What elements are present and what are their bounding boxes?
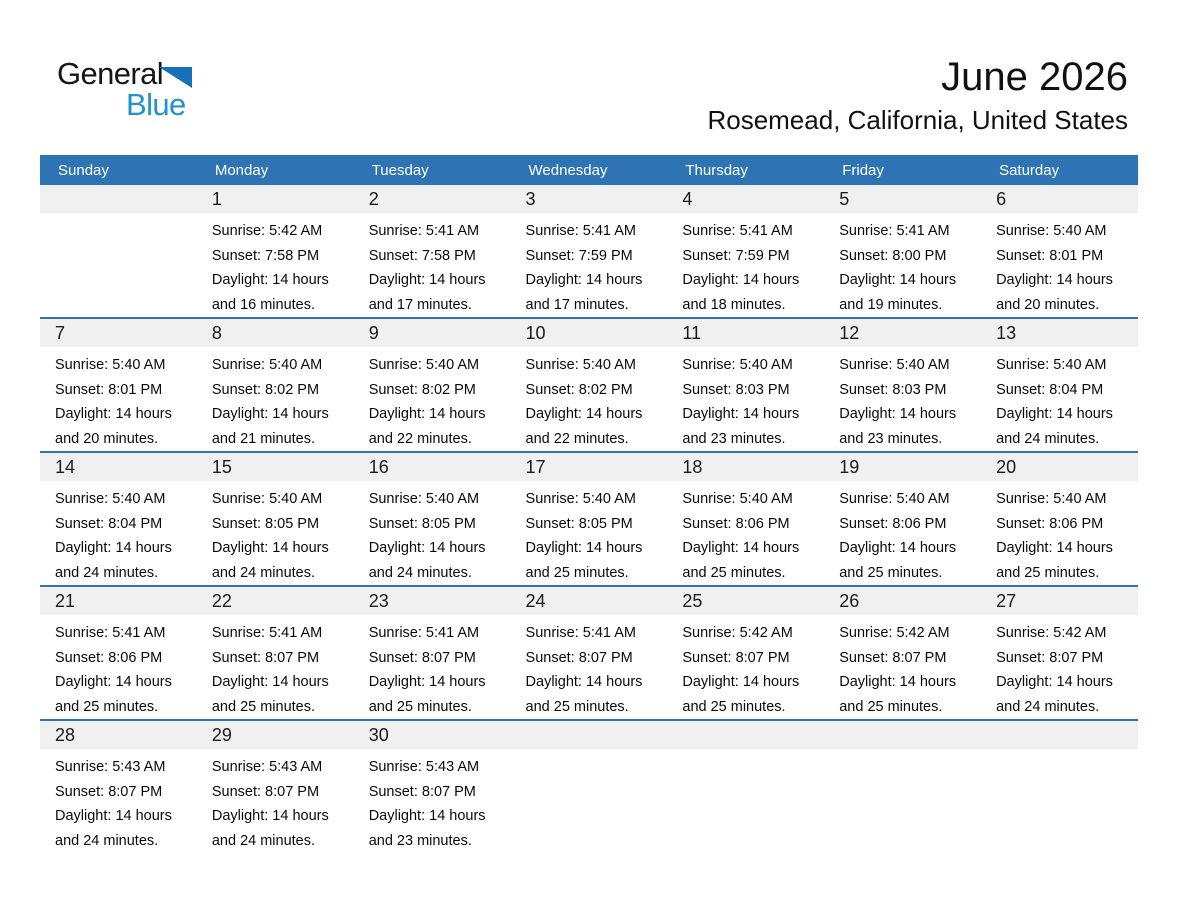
- weekday-header-saturday: Saturday: [981, 155, 1138, 185]
- day-detail-line: and 25 minutes.: [368, 698, 472, 715]
- day-number-strip: [354, 721, 511, 749]
- day-detail-line: and 24 minutes.: [55, 564, 159, 581]
- day-number-strip: [667, 319, 824, 347]
- day-details: [354, 347, 511, 451]
- day-detail-line: and 24 minutes.: [55, 832, 159, 849]
- day-detail-line: Sunset: 8:07 PM: [211, 649, 320, 666]
- day-detail-line: Daylight: 14 hours: [996, 674, 1113, 690]
- day-detail-line: and 25 minutes.: [682, 564, 786, 581]
- day-cell: [354, 586, 511, 720]
- day-number: 18: [682, 457, 703, 477]
- day-detail-line: and 25 minutes.: [839, 564, 943, 581]
- day-details: [40, 749, 197, 853]
- day-details: [511, 213, 668, 317]
- day-cell: [824, 318, 981, 452]
- week-row: [40, 452, 1138, 586]
- day-number: 11: [682, 323, 702, 343]
- day-number-strip: [40, 319, 197, 347]
- day-detail-line: Daylight: 14 hours: [525, 272, 643, 288]
- day-number: 14: [55, 457, 76, 477]
- day-number: 25: [682, 591, 703, 611]
- day-number: 15: [211, 457, 232, 477]
- day-cell: [354, 318, 511, 452]
- day-detail-line: Sunset: 8:01 PM: [996, 247, 1104, 264]
- day-details: [667, 213, 824, 317]
- day-detail-line: Sunset: 7:58 PM: [211, 247, 320, 264]
- day-detail-line: Daylight: 14 hours: [55, 808, 172, 824]
- day-number-strip: [981, 185, 1138, 213]
- day-detail-line: Sunset: 8:07 PM: [211, 783, 320, 800]
- day-detail-line: Daylight: 14 hours: [368, 808, 486, 824]
- logo-text-general: General: [57, 56, 164, 91]
- day-details: [824, 481, 981, 585]
- day-detail-line: Sunrise: 5:40 AM: [211, 491, 323, 507]
- day-cell: [197, 452, 354, 586]
- empty-day-cell: [824, 720, 981, 853]
- day-detail-line: Sunrise: 5:41 AM: [839, 223, 950, 239]
- day-detail-line: and 18 minutes.: [682, 296, 786, 313]
- day-detail-line: and 24 minutes.: [211, 832, 316, 849]
- day-detail-line: Sunrise: 5:42 AM: [996, 625, 1107, 641]
- day-details: [981, 481, 1138, 585]
- day-details: [981, 615, 1138, 719]
- day-detail-line: Daylight: 14 hours: [368, 674, 486, 690]
- day-details: [40, 481, 197, 585]
- page-header: [0, 0, 1188, 155]
- day-details: [667, 347, 824, 451]
- day-number-strip: [354, 587, 511, 615]
- day-number-strip: [824, 721, 981, 749]
- day-number: 12: [839, 323, 860, 343]
- calendar-body: [40, 185, 1138, 853]
- weekday-header-row: [40, 155, 1138, 185]
- day-detail-line: Sunset: 7:59 PM: [682, 247, 790, 264]
- day-number-strip: [667, 587, 824, 615]
- day-detail-line: Daylight: 14 hours: [839, 674, 957, 690]
- day-detail-line: Daylight: 14 hours: [682, 406, 800, 422]
- day-detail-line: and 25 minutes.: [211, 698, 316, 715]
- day-cell: [981, 318, 1138, 452]
- weekday-header-monday: Monday: [197, 155, 354, 185]
- day-detail-line: Daylight: 14 hours: [368, 406, 486, 422]
- week-row: [40, 318, 1138, 452]
- day-detail-line: Sunrise: 5:42 AM: [839, 625, 950, 641]
- day-detail-line: Sunset: 8:07 PM: [55, 783, 163, 800]
- day-detail-line: Sunset: 8:04 PM: [996, 381, 1104, 398]
- day-details: [981, 347, 1138, 451]
- day-detail-line: and 24 minutes.: [996, 430, 1100, 447]
- day-number-strip: [511, 319, 668, 347]
- day-cell: [667, 452, 824, 586]
- day-detail-line: Sunrise: 5:41 AM: [525, 625, 636, 641]
- day-details: [197, 481, 354, 585]
- weekday-header-wednesday: Wednesday: [511, 155, 668, 185]
- day-detail-line: Sunrise: 5:40 AM: [996, 357, 1107, 373]
- day-detail-line: Daylight: 14 hours: [996, 540, 1113, 556]
- day-detail-line: Daylight: 14 hours: [996, 272, 1113, 288]
- day-detail-line: Sunrise: 5:40 AM: [368, 357, 480, 373]
- day-detail-line: Sunset: 8:05 PM: [368, 515, 476, 532]
- day-cell: [981, 185, 1138, 318]
- calendar-head: [40, 155, 1138, 185]
- day-detail-line: Daylight: 14 hours: [55, 406, 172, 422]
- day-detail-line: and 22 minutes.: [368, 430, 472, 447]
- day-detail-line: Sunset: 8:01 PM: [55, 381, 163, 398]
- day-detail-line: and 25 minutes.: [996, 564, 1100, 581]
- day-detail-line: Sunset: 8:05 PM: [211, 515, 320, 532]
- day-number: 30: [368, 725, 389, 745]
- day-number-strip: [197, 319, 354, 347]
- empty-day-cell: [40, 185, 197, 318]
- day-number: 29: [211, 725, 232, 745]
- day-detail-line: and 24 minutes.: [368, 564, 472, 581]
- day-detail-line: and 19 minutes.: [839, 296, 943, 313]
- day-number: 22: [211, 591, 232, 611]
- day-number: 17: [525, 457, 546, 477]
- day-detail-line: Sunrise: 5:43 AM: [55, 759, 166, 775]
- day-detail-line: Daylight: 14 hours: [211, 406, 329, 422]
- day-detail-line: Sunrise: 5:40 AM: [996, 223, 1107, 239]
- day-detail-line: Daylight: 14 hours: [211, 674, 329, 690]
- day-cell: [40, 586, 197, 720]
- day-number: 5: [839, 189, 850, 209]
- day-detail-line: Daylight: 14 hours: [368, 272, 486, 288]
- day-detail-line: and 25 minutes.: [55, 698, 159, 715]
- day-number: 2: [368, 189, 379, 209]
- day-number-strip: [40, 185, 197, 213]
- day-cell: [354, 185, 511, 318]
- general-blue-logo: [57, 58, 227, 122]
- day-detail-line: Sunset: 8:06 PM: [55, 649, 163, 666]
- day-cell: [511, 452, 668, 586]
- day-detail-line: and 23 minutes.: [839, 430, 943, 447]
- day-number: 27: [996, 591, 1017, 611]
- day-number-strip: [40, 587, 197, 615]
- day-detail-line: Sunrise: 5:40 AM: [839, 491, 950, 507]
- day-detail-line: Daylight: 14 hours: [525, 406, 643, 422]
- day-number: 4: [682, 189, 693, 209]
- empty-day-cell: [511, 720, 668, 853]
- day-details: [197, 213, 354, 317]
- day-number-strip: [40, 721, 197, 749]
- day-number-strip: [667, 453, 824, 481]
- day-number: 1: [211, 189, 222, 209]
- day-number: 19: [839, 457, 860, 477]
- day-detail-line: Sunrise: 5:41 AM: [368, 223, 480, 239]
- day-number: 7: [55, 323, 66, 343]
- empty-day-cell: [981, 720, 1138, 853]
- day-number: 28: [55, 725, 76, 745]
- day-number: 9: [368, 323, 379, 343]
- week-row: [40, 185, 1138, 318]
- day-detail-line: and 23 minutes.: [368, 832, 472, 849]
- day-detail-line: and 20 minutes.: [996, 296, 1100, 313]
- day-cell: [824, 185, 981, 318]
- day-detail-line: Daylight: 14 hours: [525, 674, 643, 690]
- day-detail-line: Daylight: 14 hours: [839, 540, 957, 556]
- day-detail-line: and 22 minutes.: [525, 430, 629, 447]
- day-number-strip: [824, 319, 981, 347]
- day-details: [197, 347, 354, 451]
- logo-triangle-icon: [159, 67, 192, 88]
- day-detail-line: and 17 minutes.: [525, 296, 629, 313]
- day-detail-line: and 17 minutes.: [368, 296, 472, 313]
- day-details: [667, 481, 824, 585]
- day-cell: [981, 452, 1138, 586]
- day-details: [40, 347, 197, 451]
- day-number: 10: [525, 323, 546, 343]
- weekday-header-sunday: Sunday: [40, 155, 197, 185]
- day-detail-line: Sunrise: 5:41 AM: [55, 625, 166, 641]
- day-detail-line: and 25 minutes.: [839, 698, 943, 715]
- day-detail-line: Sunset: 8:02 PM: [525, 381, 633, 398]
- day-detail-line: Daylight: 14 hours: [682, 674, 800, 690]
- day-detail-line: Sunrise: 5:43 AM: [368, 759, 480, 775]
- weekday-header-thursday: Thursday: [667, 155, 824, 185]
- day-details: [824, 213, 981, 317]
- day-number: 3: [525, 189, 536, 209]
- day-number-strip: [981, 319, 1138, 347]
- day-number-strip: [511, 185, 668, 213]
- calendar-table: [40, 155, 1138, 853]
- day-cell: [40, 720, 197, 853]
- day-number-strip: [197, 453, 354, 481]
- empty-day-cell: [667, 720, 824, 853]
- day-detail-line: Sunset: 8:07 PM: [368, 649, 476, 666]
- day-number: 26: [839, 591, 860, 611]
- day-details: [354, 481, 511, 585]
- day-number-strip: [40, 453, 197, 481]
- day-details: [824, 615, 981, 719]
- day-number-strip: [981, 587, 1138, 615]
- day-detail-line: Sunset: 8:07 PM: [368, 783, 476, 800]
- day-cell: [354, 452, 511, 586]
- day-number-strip: [354, 453, 511, 481]
- day-detail-line: Sunset: 7:59 PM: [525, 247, 633, 264]
- day-details: [354, 615, 511, 719]
- day-detail-line: and 24 minutes.: [211, 564, 316, 581]
- day-detail-line: Sunrise: 5:40 AM: [211, 357, 323, 373]
- day-detail-line: Sunrise: 5:40 AM: [525, 357, 636, 373]
- day-detail-line: Daylight: 14 hours: [996, 406, 1113, 422]
- day-cell: [197, 185, 354, 318]
- page-title: June 2026: [941, 55, 1128, 99]
- day-detail-line: and 23 minutes.: [682, 430, 786, 447]
- day-number: 20: [996, 457, 1017, 477]
- day-detail-line: Sunset: 8:05 PM: [525, 515, 633, 532]
- day-cell: [667, 586, 824, 720]
- day-cell: [667, 185, 824, 318]
- day-detail-line: and 21 minutes.: [211, 430, 316, 447]
- day-detail-line: and 20 minutes.: [55, 430, 159, 447]
- day-cell: [511, 185, 668, 318]
- day-detail-line: Daylight: 14 hours: [211, 540, 329, 556]
- day-detail-line: Sunrise: 5:41 AM: [682, 223, 793, 239]
- day-number: 6: [996, 189, 1007, 209]
- day-cell: [40, 452, 197, 586]
- day-number-strip: [354, 319, 511, 347]
- day-detail-line: Daylight: 14 hours: [211, 272, 329, 288]
- day-number-strip: [824, 185, 981, 213]
- day-detail-line: Daylight: 14 hours: [839, 406, 957, 422]
- day-detail-line: Daylight: 14 hours: [682, 540, 800, 556]
- day-number-strip: [667, 721, 824, 749]
- day-number-strip: [824, 453, 981, 481]
- day-cell: [197, 586, 354, 720]
- day-number: 23: [368, 591, 389, 611]
- day-detail-line: Daylight: 14 hours: [368, 540, 486, 556]
- day-detail-line: Sunrise: 5:40 AM: [368, 491, 480, 507]
- day-detail-line: Sunrise: 5:40 AM: [55, 491, 166, 507]
- day-cell: [197, 318, 354, 452]
- day-detail-line: and 16 minutes.: [211, 296, 316, 313]
- day-detail-line: Sunrise: 5:43 AM: [211, 759, 323, 775]
- day-detail-line: Sunrise: 5:41 AM: [211, 625, 323, 641]
- day-number-strip: [981, 721, 1138, 749]
- day-number-strip: [197, 721, 354, 749]
- day-details: [981, 213, 1138, 317]
- day-details: [511, 347, 668, 451]
- day-detail-line: Sunrise: 5:42 AM: [682, 625, 793, 641]
- day-detail-line: Sunrise: 5:41 AM: [525, 223, 636, 239]
- day-number: 21: [55, 591, 76, 611]
- day-details: [511, 481, 668, 585]
- day-number-strip: [511, 587, 668, 615]
- day-details: [824, 347, 981, 451]
- day-cell: [197, 720, 354, 853]
- day-number-strip: [824, 587, 981, 615]
- day-details: [354, 749, 511, 853]
- day-detail-line: and 25 minutes.: [525, 698, 629, 715]
- weekday-header-friday: Friday: [824, 155, 981, 185]
- day-details: [40, 615, 197, 719]
- day-detail-line: Sunset: 8:06 PM: [996, 515, 1104, 532]
- day-detail-line: Sunset: 8:03 PM: [839, 381, 947, 398]
- logo-text-blue: Blue: [126, 87, 186, 122]
- day-number-strip: [511, 453, 668, 481]
- day-detail-line: Sunrise: 5:40 AM: [996, 491, 1107, 507]
- day-number: 24: [525, 591, 546, 611]
- weekday-header-tuesday: Tuesday: [354, 155, 511, 185]
- day-details: [354, 213, 511, 317]
- day-details: [667, 615, 824, 719]
- day-number-strip: [354, 185, 511, 213]
- day-detail-line: Sunrise: 5:40 AM: [525, 491, 636, 507]
- day-detail-line: Sunset: 8:06 PM: [682, 515, 790, 532]
- day-detail-line: Daylight: 14 hours: [55, 540, 172, 556]
- day-number: 13: [996, 323, 1017, 343]
- day-detail-line: Daylight: 14 hours: [839, 272, 957, 288]
- day-number: 16: [368, 457, 389, 477]
- day-cell: [824, 452, 981, 586]
- day-details: [511, 615, 668, 719]
- day-detail-line: Sunset: 8:02 PM: [368, 381, 476, 398]
- day-detail-line: Sunset: 8:07 PM: [996, 649, 1104, 666]
- day-number-strip: [667, 185, 824, 213]
- day-detail-line: Sunrise: 5:40 AM: [55, 357, 166, 373]
- day-detail-line: Sunset: 8:03 PM: [682, 381, 790, 398]
- day-cell: [511, 586, 668, 720]
- day-detail-line: Daylight: 14 hours: [682, 272, 800, 288]
- day-detail-line: Sunset: 8:00 PM: [839, 247, 947, 264]
- day-cell: [354, 720, 511, 853]
- day-detail-line: and 24 minutes.: [996, 698, 1100, 715]
- day-detail-line: Sunset: 8:07 PM: [682, 649, 790, 666]
- day-number-strip: [197, 185, 354, 213]
- day-detail-line: and 25 minutes.: [525, 564, 629, 581]
- day-cell: [40, 318, 197, 452]
- day-detail-line: Sunrise: 5:40 AM: [682, 491, 793, 507]
- day-detail-line: Sunset: 8:07 PM: [525, 649, 633, 666]
- day-detail-line: Sunrise: 5:40 AM: [839, 357, 950, 373]
- week-row: [40, 586, 1138, 720]
- day-cell: [981, 586, 1138, 720]
- day-cell: [511, 318, 668, 452]
- title-block: [707, 56, 1128, 136]
- day-detail-line: Sunset: 7:58 PM: [368, 247, 476, 264]
- day-cell: [824, 586, 981, 720]
- day-detail-line: Sunset: 8:07 PM: [839, 649, 947, 666]
- day-detail-line: Daylight: 14 hours: [211, 808, 329, 824]
- day-detail-line: Daylight: 14 hours: [525, 540, 643, 556]
- day-number-strip: [511, 721, 668, 749]
- day-detail-line: Sunrise: 5:41 AM: [368, 625, 480, 641]
- day-detail-line: Daylight: 14 hours: [55, 674, 172, 690]
- day-number-strip: [197, 587, 354, 615]
- day-details: [197, 749, 354, 853]
- day-detail-line: and 25 minutes.: [682, 698, 786, 715]
- day-details: [197, 615, 354, 719]
- day-cell: [667, 318, 824, 452]
- day-detail-line: Sunset: 8:02 PM: [211, 381, 320, 398]
- day-detail-line: Sunset: 8:04 PM: [55, 515, 163, 532]
- day-detail-line: Sunrise: 5:42 AM: [211, 223, 323, 239]
- week-row: [40, 720, 1138, 853]
- day-detail-line: Sunrise: 5:40 AM: [682, 357, 793, 373]
- page-subtitle: Rosemead, California, United States: [707, 105, 1128, 136]
- day-detail-line: Sunset: 8:06 PM: [839, 515, 947, 532]
- day-number-strip: [981, 453, 1138, 481]
- day-number: 8: [211, 323, 222, 343]
